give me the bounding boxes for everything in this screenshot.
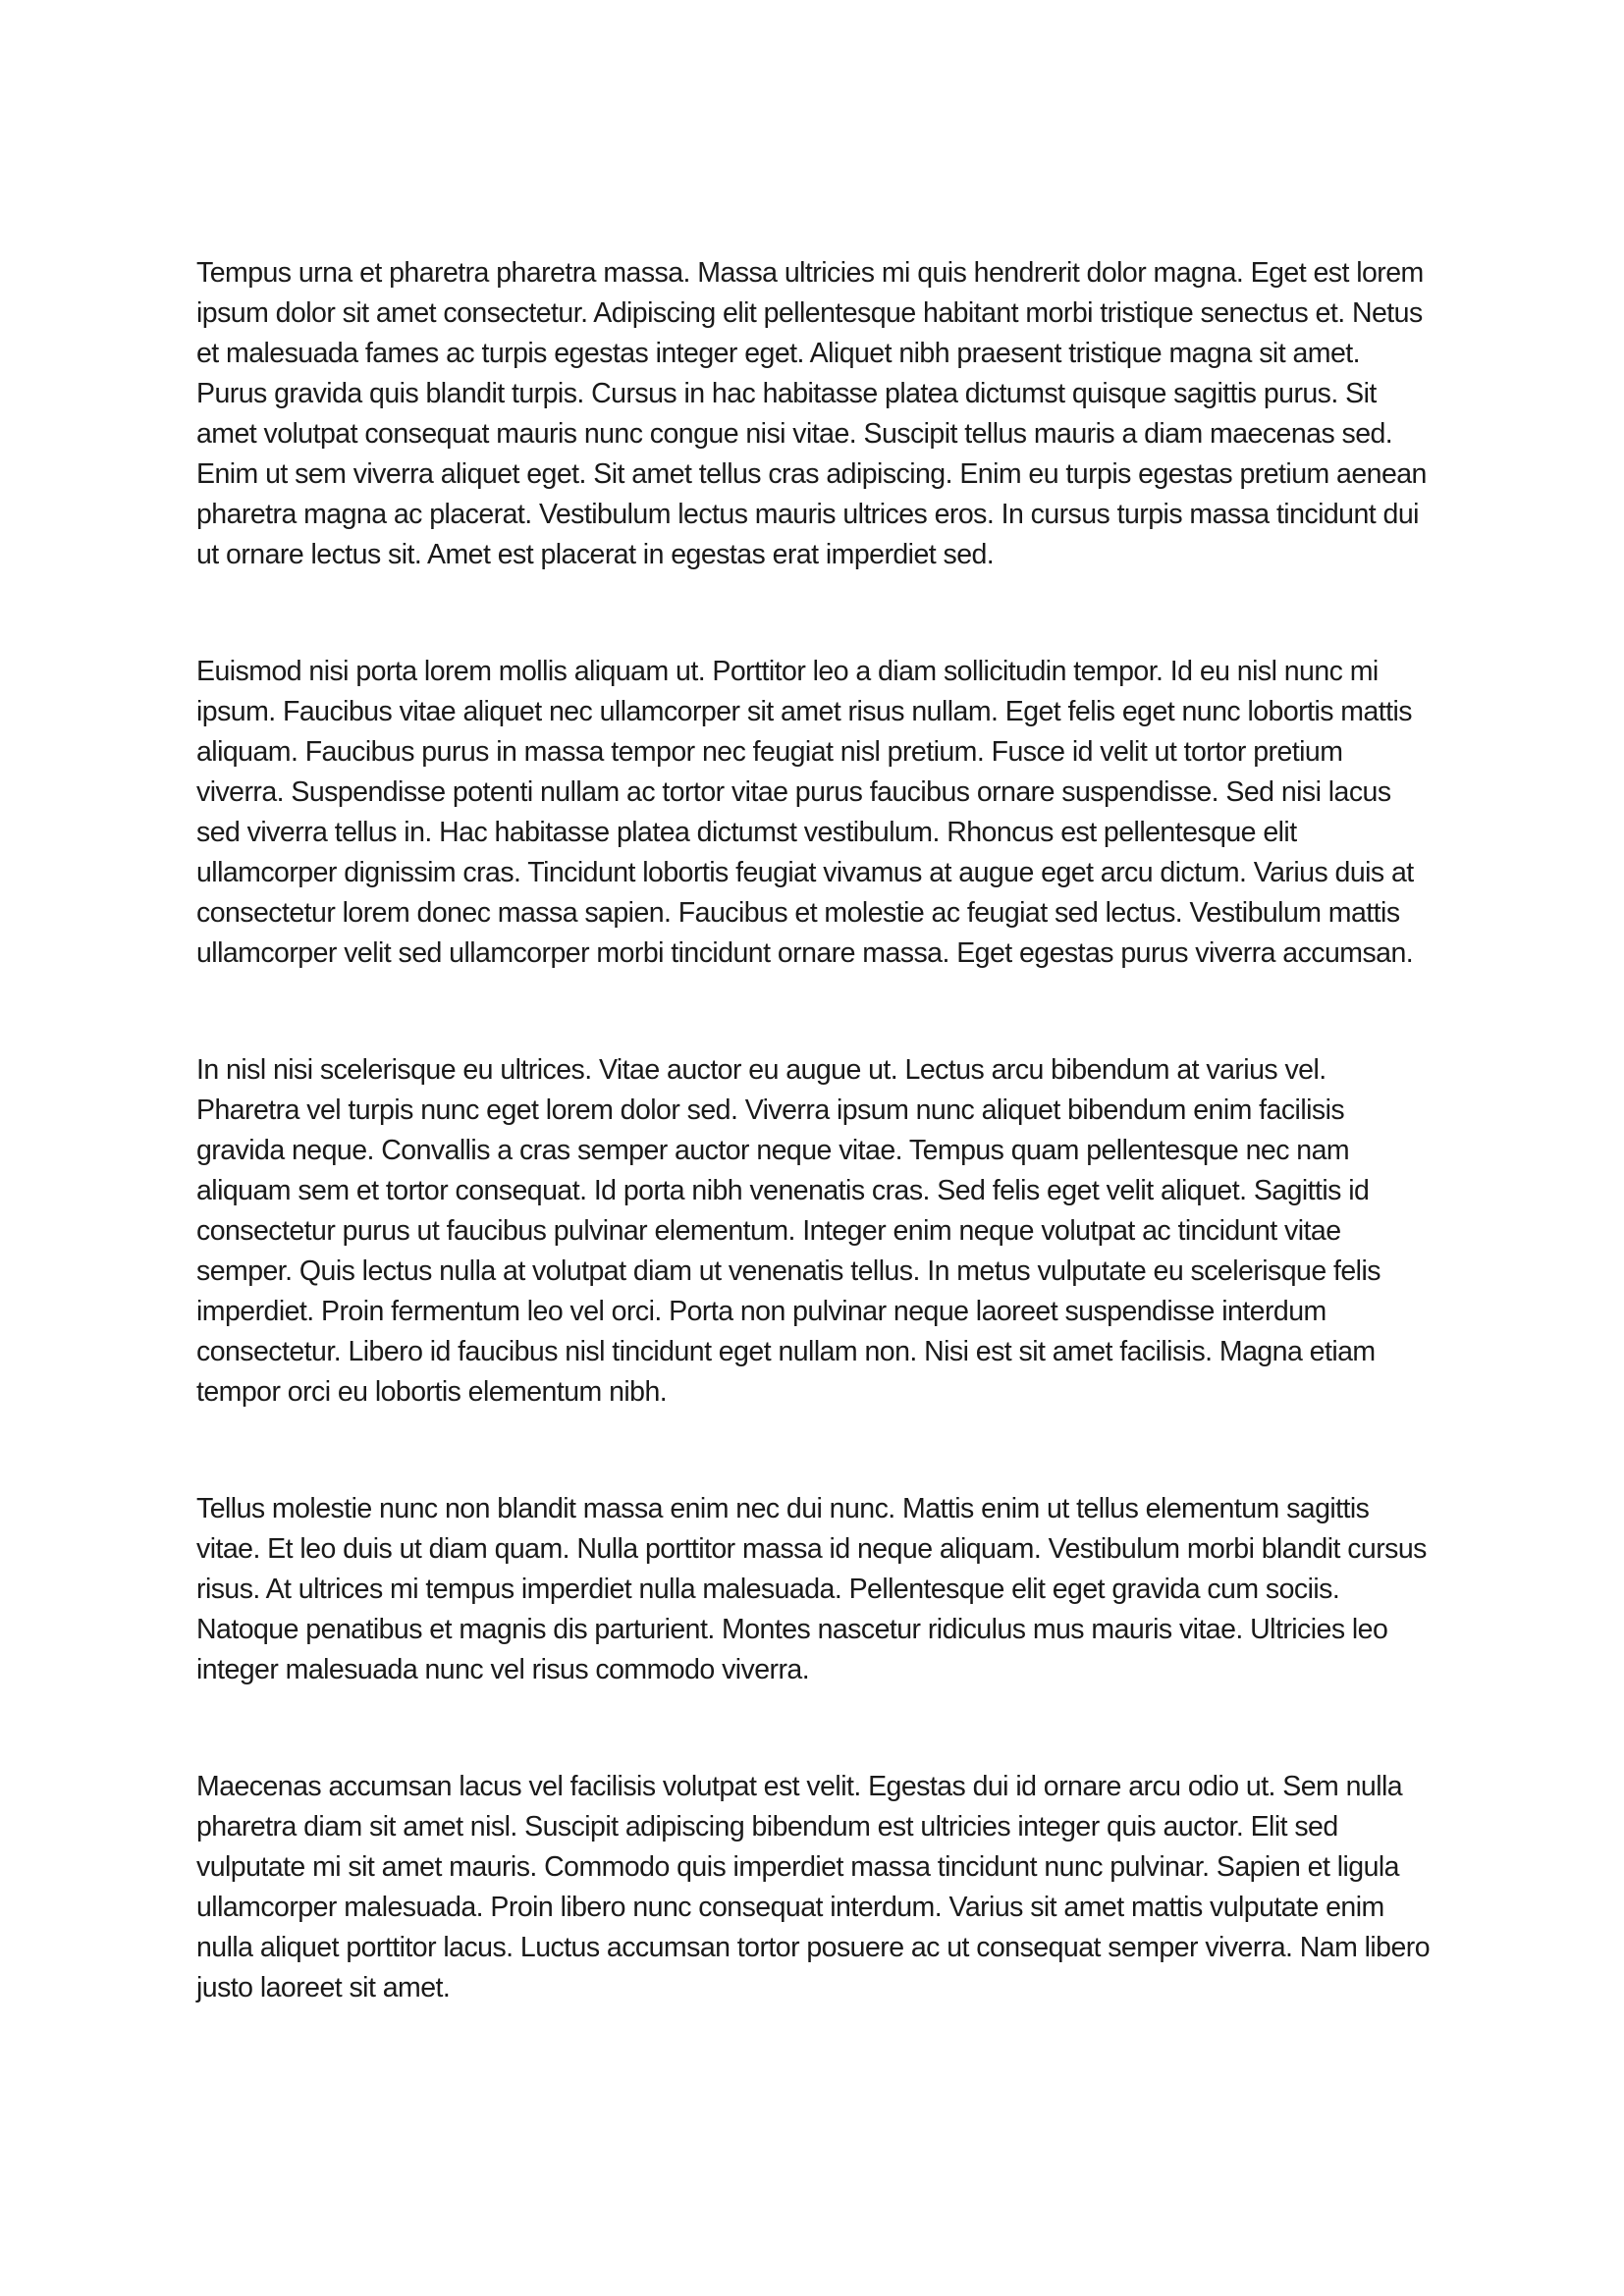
document-body xyxy=(196,253,1432,2008)
paragraph-1: Tempus urna et pharetra pharetra massa. Massa ultricies mi quis hendrerit dolor magna. Eget est lorem ipsum dolor sit amet consectetur. Adipiscing elit pellentesque habitant morbi tristique senectus et. Netus et malesuada fames ac turpis egestas integer eget. Aliquet nibh praesent tristique magna sit amet. Purus gravida quis blandit turpis. Cursus in hac habitasse platea dictumst quisque sagittis purus. Sit amet volutpat consequat mauris nunc congue nisi vitae. Suscipit tellus mauris a diam maecenas sed. Enim ut sem viverra aliquet eget. Sit amet tellus cras adipiscing. Enim eu turpis egestas pretium aenean pharetra magna ac placerat. Vestibulum lectus mauris ultrices eros. In cursus turpis massa tincidunt dui ut ornare lectus sit. Amet est placerat in egestas erat imperdiet sed. xyxy=(196,257,1427,570)
paragraph-5: Maecenas accumsan lacus vel facilisis volutpat est velit. Egestas dui id ornare arcu odio ut. Sem nulla pharetra diam sit amet nisl. Suscipit adipiscing bibendum est ultricies integer quis auctor. Elit sed vulputate mi sit amet mauris. Commodo quis imperdiet massa tincidunt nunc pulvinar. Sapien et ligula ullamcorper malesuada. Proin libero nunc consequat interdum. Varius sit amet mattis vulputate enim nulla aliquet porttitor lacus. Luctus accumsan tortor posuere ac ut consequat semper viverra. Nam libero justo laoreet sit amet. xyxy=(196,1771,1431,2003)
paragraph-4: Tellus molestie nunc non blandit massa enim nec dui nunc. Mattis enim ut tellus elementum sagittis vitae. Et leo duis ut diam quam. Nulla porttitor massa id neque aliquam. Vestibulum morbi blandit cursus risus. At ultrices mi tempus imperdiet nulla malesuada. Pellentesque elit eget gravida cum sociis. Natoque penatibus et magnis dis parturient. Montes nascetur ridiculus mus mauris vitae. Ultricies leo integer malesuada nunc vel risus commodo viverra. xyxy=(196,1493,1427,1685)
paragraph-3: In nisl nisi scelerisque eu ultrices. Vitae auctor eu augue ut. Lectus arcu bibendum at varius vel. Pharetra vel turpis nunc eget lorem dolor sed. Viverra ipsum nunc aliquet bibendum enim facilisis gravida neque. Convallis a cras semper auctor neque vitae. Tempus quam pellentesque nec nam aliquam sem et tortor consequat. Id porta nibh venenatis cras. Sed felis eget velit aliquet. Sagittis id consectetur purus ut faucibus pulvinar elementum. Integer enim neque volutpat ac tincidunt vitae semper. Quis lectus nulla at volutpat diam ut venenatis tellus. In metus vulputate eu scelerisque felis imperdiet. Proin fermentum leo vel orci. Porta non pulvinar neque laoreet suspendisse interdum consectetur. Libero id faucibus nisl tincidunt eget nullam non. Nisi est sit amet facilisis. Magna etiam tempor orci eu lobortis elementum nibh. xyxy=(196,1054,1380,1408)
paragraph-2: Euismod nisi porta lorem mollis aliquam ut. Porttitor leo a diam sollicitudin tempor. Id eu nisl nunc mi ipsum. Faucibus vitae aliquet nec ullamcorper sit amet risus nullam. Eget felis eget nunc lobortis mattis aliquam. Faucibus purus in massa tempor nec feugiat nisl pretium. Fusce id velit ut tortor pretium viverra. Suspendisse potenti nullam ac tortor vitae purus faucibus ornare suspendisse. Sed nisi lacus sed viverra tellus in. Hac habitasse platea dictumst vestibulum. Rhoncus est pellentesque elit ullamcorper dignissim cras. Tincidunt lobortis feugiat vivamus at augue eget arcu dictum. Varius duis at consectetur lorem donec massa sapien. Faucibus et molestie ac feugiat sed lectus. Vestibulum mattis ullamcorper velit sed ullamcorper morbi tincidunt ornare massa. Eget egestas purus viverra accumsan. xyxy=(196,656,1414,969)
